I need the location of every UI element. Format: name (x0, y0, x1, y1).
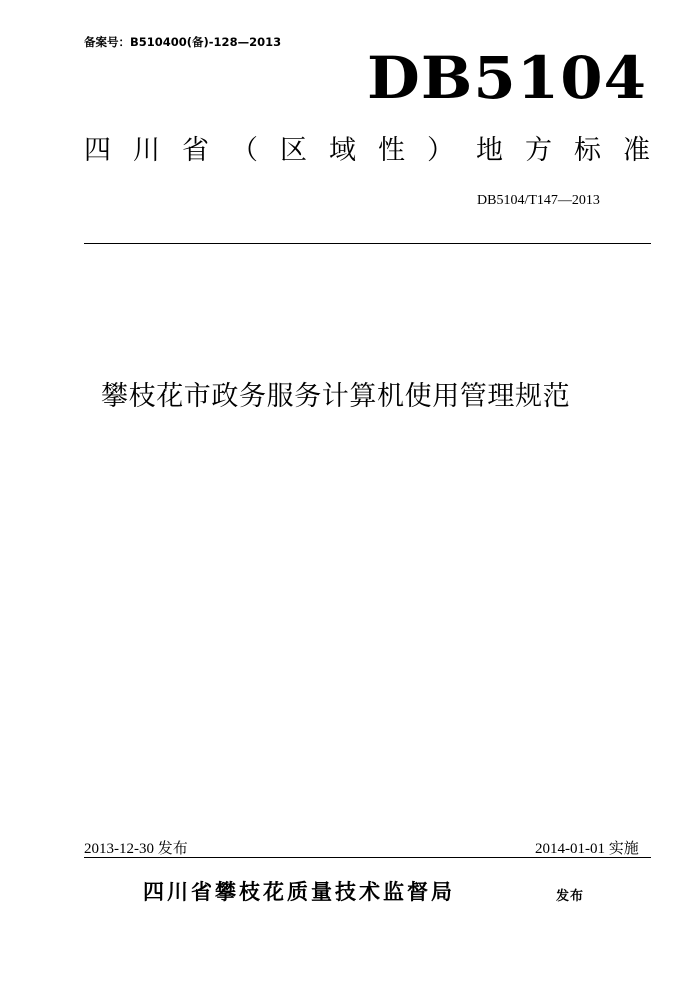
document-title: 攀枝花市政务服务计算机使用管理规范 (101, 381, 571, 412)
implementation-date: 2014-01-01 实施 (535, 841, 639, 857)
standard-code: DB5104 (367, 44, 648, 112)
standard-category: 四川省（区域性）地方标准 (84, 135, 672, 166)
filing-number: 备案号：B510400(备)-128—2013 (84, 35, 282, 49)
footer-divider (84, 857, 651, 858)
issuing-action: 发布 (556, 889, 585, 904)
issue-date: 2013-12-30 发布 (84, 841, 188, 857)
issuing-authority: 四川省攀枝花质量技术监督局 (143, 880, 455, 904)
standard-number: DB5104/T147—2013 (477, 193, 600, 208)
header-divider (84, 243, 651, 244)
